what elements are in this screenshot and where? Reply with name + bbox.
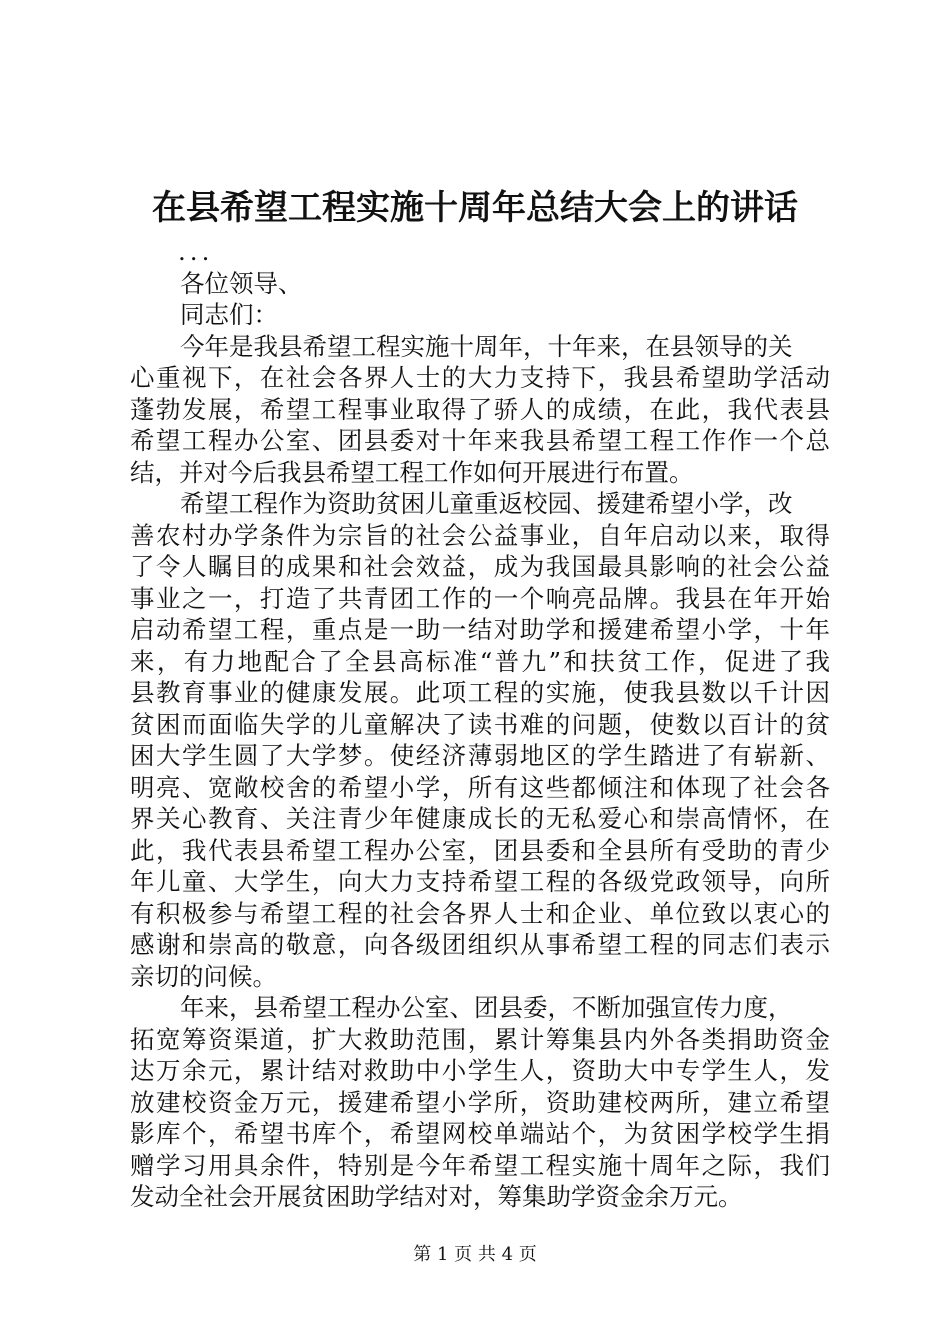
paragraph-1-line: 今年是我县希望工程实施十周年，十年来，在县领导的关 [180,331,793,361]
paragraph-3-line: 放建校资金万元，援建希望小学所，资助建校两所，建立希望 [130,1087,830,1117]
paragraph-2-line: 年儿童、大学生，向大力支持希望工程的各级党政领导，向所 [130,867,830,896]
paragraph-2-line: 有积极参与希望工程的社会各界人士和企业、单位致以衷心的 [130,898,830,928]
paragraph-1-line: 心重视下，在社会各界人士的大力支持下，我县希望助学活动 [130,363,830,392]
paragraph-2-line: 启动希望工程，重点是一助一结对助学和援建希望小学，十年 [130,615,830,644]
paragraph-2-line: 困大学生圆了大学梦。使经济薄弱地区的学生踏进了有崭新、 [130,741,830,770]
paragraph-2-line: 希望工程作为资助贫困儿童重返校园、援建希望小学，改 [180,489,793,518]
salutation-leaders: 各位领导、 [180,268,303,298]
paragraph-3-line: 影库个，希望书库个，希望网校单端站个，为贫困学校学生捐 [130,1119,830,1148]
paragraph-2-line: 事业之一，打造了共青团工作的一个响亮品牌。我县在年开始 [130,583,830,613]
page-number-label: 第 1 页 共 4 页 [413,1244,537,1265]
paragraph-2-line: 了令人瞩目的成果和社会效益，成为我国最具影响的社会公益 [130,552,830,581]
paragraph-3-line: 拓宽筹资渠道，扩大救助范围，累计筹集县内外各类捐助资金 [130,1024,830,1054]
paragraph-3-line: 赠学习用具余件，特别是今年希望工程实施十周年之际，我们 [130,1150,830,1180]
document-title: 在县希望工程实施十周年总结大会上的讲话 [152,188,798,228]
paragraph-1-line: 结，并对今后我县希望工程工作如何开展进行布置。 [130,457,694,487]
paragraph-2-line: 界关心教育、关注青少年健康成长的无私爱心和崇高情怀，在 [130,804,830,833]
paragraph-3-line: 发动全社会开展贫困助学结对对，筹集助学资金余万元。 [130,1182,743,1211]
paragraph-2-line: 来，有力地配合了全县高标准“普九”和扶贫工作，促进了我 [130,646,830,676]
paragraph-2-line: 明亮、宽敞校舍的希望小学，所有这些都倾注和体现了社会各 [130,772,830,802]
paragraph-2-line: 亲切的问候。 [130,961,277,991]
paragraph-2-line: 感谢和崇高的敬意，向各级团组织从事希望工程的同志们表示 [130,930,830,959]
paragraph-3-line: 年来，县希望工程办公室、团县委，不断加强宣传力度， [180,993,793,1022]
paragraph-2-line: 县教育事业的健康发展。此项工程的实施，使我县数以千计因 [130,678,830,707]
paragraph-2-line: 此，我代表县希望工程办公室，团县委和全县所有受助的青少 [130,835,830,865]
ellipsis-text: ... [178,237,214,266]
paragraph-2-line: 善农村办学条件为宗旨的社会公益事业，自年启动以来，取得 [130,520,830,550]
paragraph-3-line: 达万余元，累计结对救助中小学生人，资助大中专学生人，发 [130,1056,830,1085]
paragraph-1-line: 希望工程办公室、团县委对十年来我县希望工程工作作一个总 [130,426,830,455]
salutation-comrades: 同志们： [180,300,278,329]
paragraph-1-line: 蓬勃发展，希望工程事业取得了骄人的成绩，在此，我代表县 [130,394,830,424]
paragraph-2-line: 贫困而面临失学的儿童解决了读书难的问题，使数以百计的贫 [130,709,830,739]
page-footer [0,1243,950,1267]
document-body [130,236,830,1213]
